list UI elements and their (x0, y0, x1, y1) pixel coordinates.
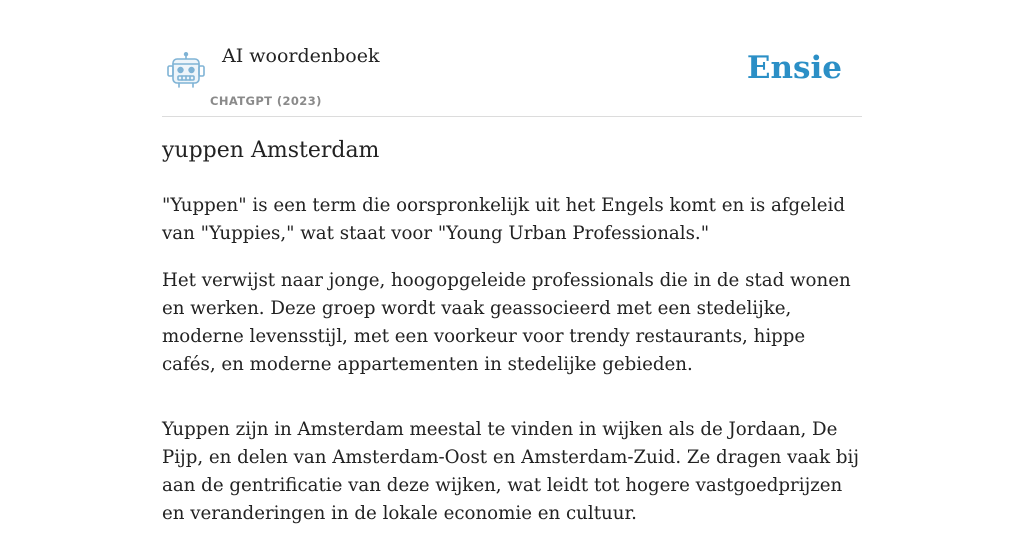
dictionary-source: CHATGPT (2023) (210, 94, 322, 108)
entry-definition (162, 192, 862, 547)
entry-term: yuppen Amsterdam (162, 138, 380, 163)
dictionary-title[interactable]: AI woordenboek (222, 45, 380, 67)
definition-paragraph: "Yuppen" is een term die oorspronkelijk uit het Engels komt en is afgeleid van "Yuppies," wat staat voor "Young Urban Professionals." (162, 195, 845, 244)
definition-paragraph: Het verwijst naar jonge, hoogopgeleide professionals die in de stad wonen en werken. Deze groep wordt vaak geassocieerd met een stedelijke, moderne levensstijl, met een voorkeur voor trendy restaurants, hippe cafés, en moderne appartementen in stedelijke gebieden. (162, 270, 851, 375)
robot-icon (166, 52, 206, 90)
definition-paragraph: Yuppen zijn in Amsterdam meestal te vinden in wijken als de Jordaan, De Pijp, en delen van Amsterdam-Oost en Amsterdam-Zuid. Ze dragen vaak bij aan de gentrificatie van deze wijken, wat leidt tot hogere vastgoedprijzen en veranderingen in de lokale economie en cultuur. (162, 419, 860, 524)
header (162, 40, 862, 117)
brand-logo-link[interactable]: Ensie (746, 50, 842, 86)
